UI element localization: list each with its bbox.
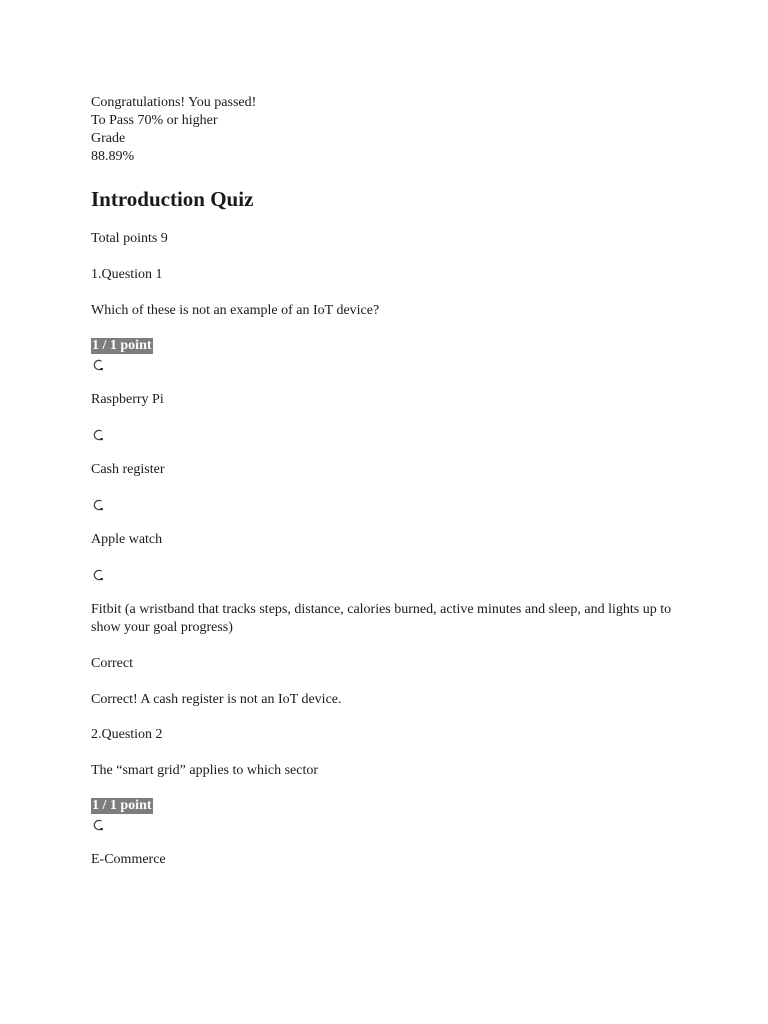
option-label: Apple watch [91, 532, 163, 547]
question-number: 2.Question 2 [91, 727, 163, 742]
pass-message: Congratulations! You passed! [91, 95, 257, 110]
option-label: Cash register [91, 462, 165, 477]
radio-icon[interactable] [91, 498, 105, 512]
total-points: Total points 9 [91, 231, 168, 246]
points-badge: 1 / 1 point [92, 798, 152, 813]
result-label: Correct [91, 656, 133, 671]
question-prompt: Which of these is not an example of an IoT device? [91, 303, 380, 318]
grade-label: Grade [91, 131, 126, 146]
question-prompt: The “smart grid” applies to which sector [91, 763, 319, 778]
points-badge: 1 / 1 point [92, 338, 152, 353]
feedback-text: Correct! A cash register is not an IoT device. [91, 692, 342, 707]
answer-option[interactable] [91, 818, 691, 869]
answer-option[interactable] [91, 568, 691, 637]
answer-option[interactable] [91, 428, 691, 479]
question-number: 1.Question 1 [91, 267, 163, 282]
question-1 [91, 266, 691, 709]
option-label: Raspberry Pi [91, 392, 164, 407]
answer-option[interactable] [91, 358, 691, 409]
quiz-title: Introduction Quiz [91, 187, 254, 211]
radio-icon[interactable] [91, 568, 105, 582]
radio-icon[interactable] [91, 358, 105, 372]
radio-icon[interactable] [91, 428, 105, 442]
radio-icon[interactable] [91, 818, 105, 832]
option-label: Fitbit (a wristband that tracks steps, distance, calories burned, active minutes and sleep, and lights up to show your goal progress) [91, 602, 672, 635]
quiz-results-document [91, 94, 691, 869]
result-summary [91, 94, 691, 166]
grade-value: 88.89% [91, 149, 135, 164]
question-2 [91, 726, 691, 869]
option-label: E-Commerce [91, 852, 166, 867]
pass-threshold: To Pass 70% or higher [91, 113, 218, 128]
answer-option[interactable] [91, 498, 691, 549]
